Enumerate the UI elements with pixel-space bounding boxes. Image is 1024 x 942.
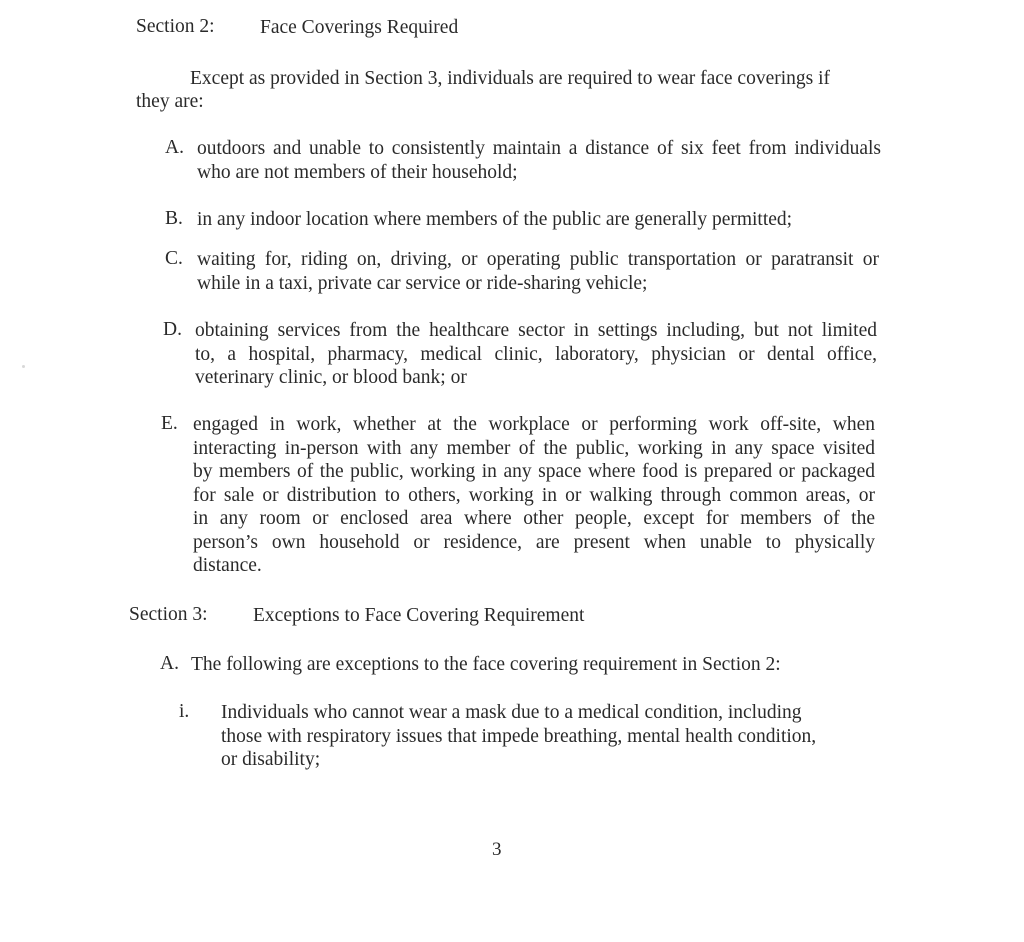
item-e-line-7: distance.: [193, 555, 262, 576]
item-e-line-2: interacting in-person with any member of the public, working in any space visited: [193, 437, 875, 459]
sub-item-i-text: [221, 701, 816, 772]
item-c-line-1: waiting for, riding on, driving, or operating public transportation or paratransit or: [197, 249, 879, 270]
section-2-title: Face Coverings Required: [260, 17, 459, 38]
sub-item-i-numeral: i.: [179, 701, 190, 722]
item-b-line-1: in any indoor location where members of the public are generally permitted;: [197, 209, 793, 230]
sub-item-i-line-2: those with respiratory issues that impede breathing, mental health condition,: [221, 725, 817, 747]
item-e-line-6: person’s own household or residence, are present when unable to physically: [193, 531, 875, 553]
section-3-item-a-letter: A.: [160, 653, 179, 674]
item-d-line-1: obtaining services from the healthcare sector in settings including, but not limited: [195, 320, 877, 341]
sub-item-i-line-1: Individuals who cannot wear a mask due to a medical condition, including: [221, 702, 802, 723]
item-b-text: [197, 208, 792, 232]
item-d-line-2: to, a hospital, pharmacy, medical clinic, laboratory, physician or dental office,: [195, 343, 877, 365]
item-c-letter: C.: [165, 248, 183, 269]
item-d-text: [195, 319, 877, 390]
item-a-line-2: who are not members of their household;: [197, 161, 518, 183]
item-d-line-3: veterinary clinic, or blood bank; or: [195, 367, 467, 388]
item-c-line-2: while in a taxi, private car service or ride-sharing vehicle;: [197, 272, 648, 294]
section-2-label: Section 2:: [136, 16, 215, 37]
item-e-line-1: engaged in work, whether at the workplace or performing work off-site, when: [193, 414, 875, 435]
item-e-line-4: for sale or distribution to others, working in or walking through common areas, or: [193, 484, 875, 506]
page-number: 3: [492, 839, 502, 860]
section-3-label: Section 3:: [129, 604, 208, 625]
item-e-line-3: by members of the public, working in any space where food is prepared or packaged: [193, 461, 875, 482]
item-a-text: [197, 137, 881, 184]
item-e-text: [193, 413, 875, 578]
item-a-letter: A.: [165, 137, 184, 158]
item-e-letter: E.: [161, 413, 178, 434]
section-2-intro-line-1: Except as provided in Section 3, individuals are required to wear face coverings if: [190, 68, 831, 89]
item-c-text: [197, 248, 879, 295]
section-2-intro-line-2: they are:: [136, 91, 204, 112]
sub-item-i-line-3: or disability;: [221, 749, 321, 770]
section-3-item-a-text: The following are exceptions to the face covering requirement in Section 2:: [191, 654, 781, 675]
item-e-line-5: in any room or enclosed area where other people, except for members of the: [193, 508, 875, 529]
item-a-line-1: outdoors and unable to consistently maintain a distance of six feet from individuals: [197, 138, 881, 159]
scan-speck: [22, 365, 25, 368]
item-b-letter: B.: [165, 208, 183, 229]
item-d-letter: D.: [163, 319, 182, 340]
section-3-title: Exceptions to Face Covering Requirement: [253, 605, 585, 626]
